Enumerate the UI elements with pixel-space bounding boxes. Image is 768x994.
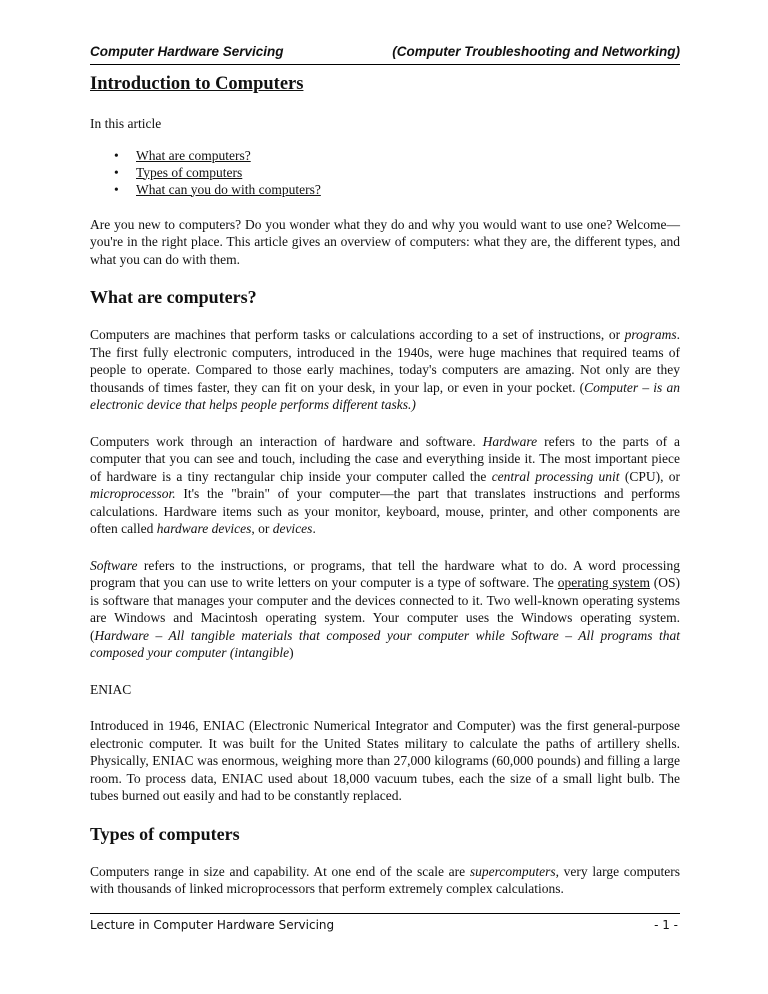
term-cpu: central processing unit (491, 468, 620, 484)
intro-paragraph: Are you new to computers? Do you wonder what they do and why you would want to use one? Welcome—you're in the right place. This article gives an overview of computers: what they are, the different types, and what you can do with them. (90, 216, 680, 267)
what-paragraph-2 (90, 433, 680, 538)
types-paragraph-1 (90, 863, 680, 898)
page-footer (90, 913, 680, 932)
text: (CPU), or (619, 468, 681, 484)
term-microprocessor: microprocessor. (90, 486, 176, 501)
footer-lecture-title: Lecture in Computer Hardware Servicing (90, 918, 335, 932)
text: refers to the instructions, or programs, that tell the hardware what to do. A word processing program that you can use to write letters on your computer is a type of software. The (90, 557, 680, 590)
hardware-software-definition: Hardware – All tangible materials that composed your computer while Software – All programs that composed your computer (intangible (90, 627, 680, 660)
term-hardware-devices: hardware devices (156, 521, 252, 536)
term-software: Software (90, 557, 138, 573)
toc-item-what-can-you-do[interactable] (90, 181, 680, 198)
table-of-contents (90, 147, 680, 198)
page-number: - 1 - (654, 918, 678, 932)
text: Computers range in size and capability. At one end of the scale are (90, 863, 470, 879)
header-course-title: Computer Hardware Servicing (90, 44, 284, 59)
section-heading-what-are-computers: What are computers? (90, 287, 257, 307)
toc-link[interactable]: Types of computers (136, 164, 243, 180)
text: Computers work through an interaction of hardware and software. (90, 433, 483, 449)
toc-item-types-of-computers[interactable] (90, 164, 680, 181)
section-heading-types-of-computers: Types of computers (90, 823, 240, 844)
term-supercomputers: supercomputers (469, 863, 556, 879)
header-subtitle: (Computer Troubleshooting and Networking) (392, 44, 680, 59)
document-title: Introduction to Computers (90, 74, 304, 94)
text: ) (289, 645, 294, 660)
in-this-article-label: In this article (90, 116, 162, 131)
term-operating-system: operating system (557, 575, 650, 590)
text: . The first fully electronic computers, introduced in the 1940s, were huge machines that required teams of people to operate. Compared to those early machines, today's computers are amazing. Not only are they thousands of times faster, they can fit on your desk, in your lap, or even in your pocket. ( (90, 327, 680, 395)
computer-definition: Computer – is an electronic device that helps people performs different tasks.) (90, 379, 681, 412)
eniac-label: ENIAC (90, 681, 132, 697)
text: (OS) is software that manages your computer and the devices connected to it. Two well-known operating systems are Windows and Macintosh operating system. Your computer uses the Windows operating system. ( (90, 575, 680, 643)
toc-link[interactable]: What can you do with computers? (136, 181, 321, 197)
text: refers to the parts of a computer that you can see and touch, including the case and everything inside it. The most important piece of hardware is a tiny rectangular chip inside your computer called the (90, 433, 680, 484)
what-paragraph-1 (90, 326, 680, 414)
text: . (312, 521, 316, 536)
text: , very large computers with thousands of linked microprocessors that perform extremely complex calculations. (90, 863, 680, 896)
eniac-paragraph: Introduced in 1946, ENIAC (Electronic Numerical Integrator and Computer) was the first general-purpose electronic computer. It was built for the United States military to calculate the paths of artillery shells. Physically, ENIAC was enormous, weighing more than 27,000 kilograms (60,000 pounds) and filling a large room. To process data, ENIAC used about 18,000 vacuum tubes, each the size of a small light bulb. The tubes burned out easily and had to be constantly replaced. (90, 718, 680, 803)
toc-item-what-are-computers[interactable] (90, 147, 680, 164)
text: Computers are machines that perform tasks or calculations according to a set of instructions, or (90, 327, 625, 342)
text: It's the "brain" of your computer—the part that translates instructions and performs calculations. Hardware items such as your monitor, keyboard, mouse, printer, and other components are often called (90, 486, 680, 536)
toc-link[interactable]: What are computers? (136, 147, 251, 163)
document-body (90, 74, 680, 917)
term-devices: devices (272, 521, 313, 536)
term-hardware: Hardware (482, 433, 538, 449)
page-header (90, 42, 680, 65)
term-programs: programs (624, 327, 677, 342)
text: , or (251, 521, 273, 536)
what-paragraph-3 (90, 557, 680, 662)
